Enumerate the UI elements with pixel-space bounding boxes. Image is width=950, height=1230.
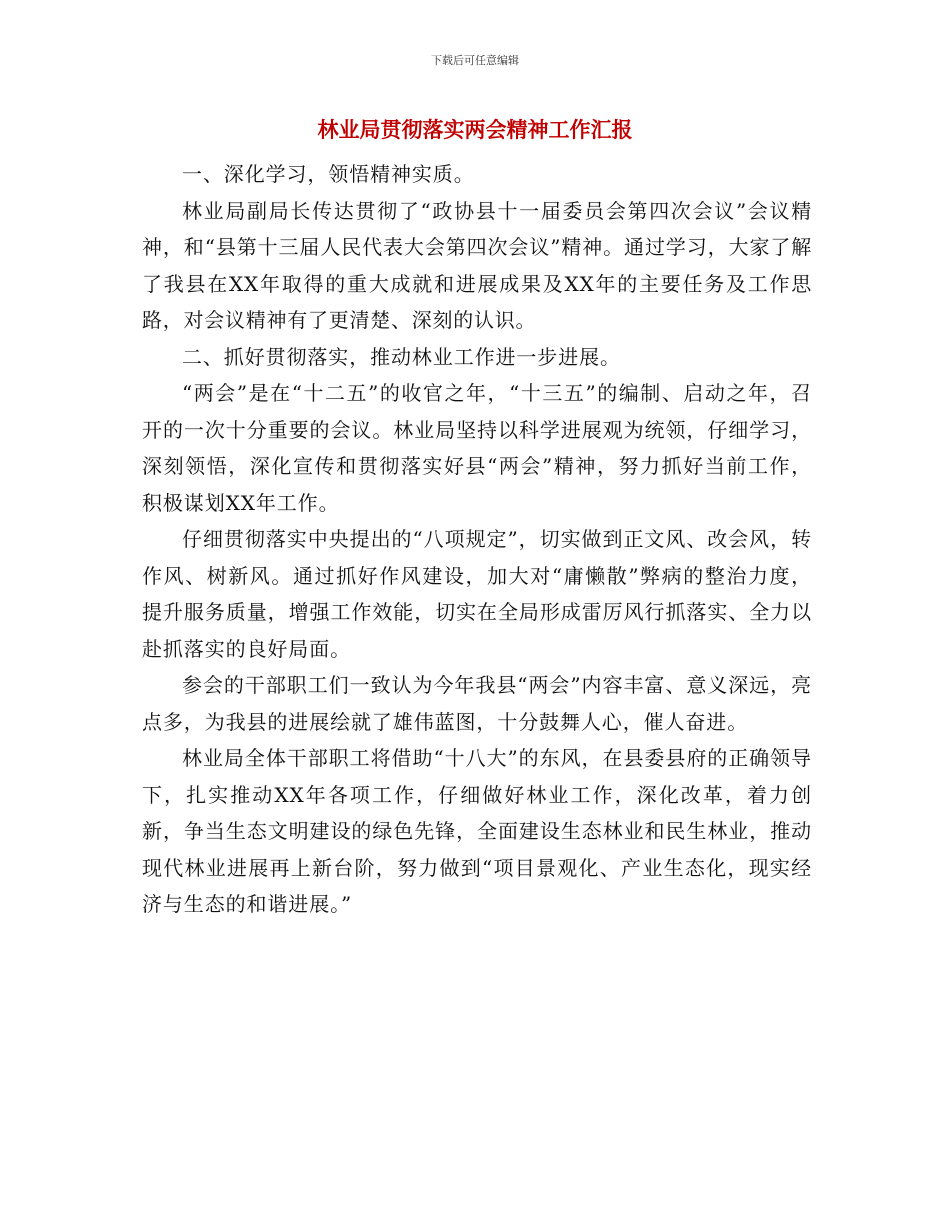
body-paragraph: 仔细贯彻落实中央提出的“八项规定”，切实做到正文风、改会风，转作风、树新风。通过抓好作风建设，加大对“庸懒散”弊病的整治力度，提升服务质量，增强工作效能，切实在全局形成雷厉风行抓落实、全力以赴抓落实的良好局面。 <box>142 527 812 661</box>
document-title: 林业局贯彻落实两会精神工作汇报 <box>317 118 633 142</box>
body-paragraph: “两会”是在“十二五”的收官之年，“十三五”的编制、启动之年，召开的一次十分重要的会议。林业局坚持以科学进展观为统领，仔细学习，深刻领悟，深化宣传和贯彻落实好县“两会”精神，努力抓好当前工作，积极谋划XX年工作。 <box>142 381 812 515</box>
body-paragraph: 林业局全体干部职工将借助“十八大”的东风，在县委县府的正确领导下，扎实推动XX年各项工作，仔细做好林业工作，深化改革，着力创新，争当生态文明建设的绿色先锋，全面建设生态林业和民生林业，推动现代林业进展再上新台阶，努力做到“项目景观化、产业生态化，现实经济与生态的和谐进展。” <box>142 746 812 916</box>
document-body <box>142 156 812 923</box>
body-paragraph: 参会的干部职工们一致认为今年我县“两会”内容丰富、意义深远，亮点多，为我县的进展绘就了雄伟蓝图，十分鼓舞人心，催人奋进。 <box>142 673 812 734</box>
section-heading-2: 二、抓好贯彻落实，推动林业工作进一步进展。 <box>182 344 621 369</box>
page-header-note: 下载后可任意编辑 <box>431 54 519 67</box>
body-paragraph: 林业局副局长传达贯彻了“政协县十一届委员会第四次会议”会议精神，和“县第十三届人民代表大会第四次会议”精神。通过学习，大家了解了我县在XX年取得的重大成就和进展成果及XX年的主要任务及工作思路，对会议精神有了更清楚、深刻的认识。 <box>142 198 812 332</box>
section-heading-1: 一、深化学习，领悟精神实质。 <box>182 162 475 186</box>
